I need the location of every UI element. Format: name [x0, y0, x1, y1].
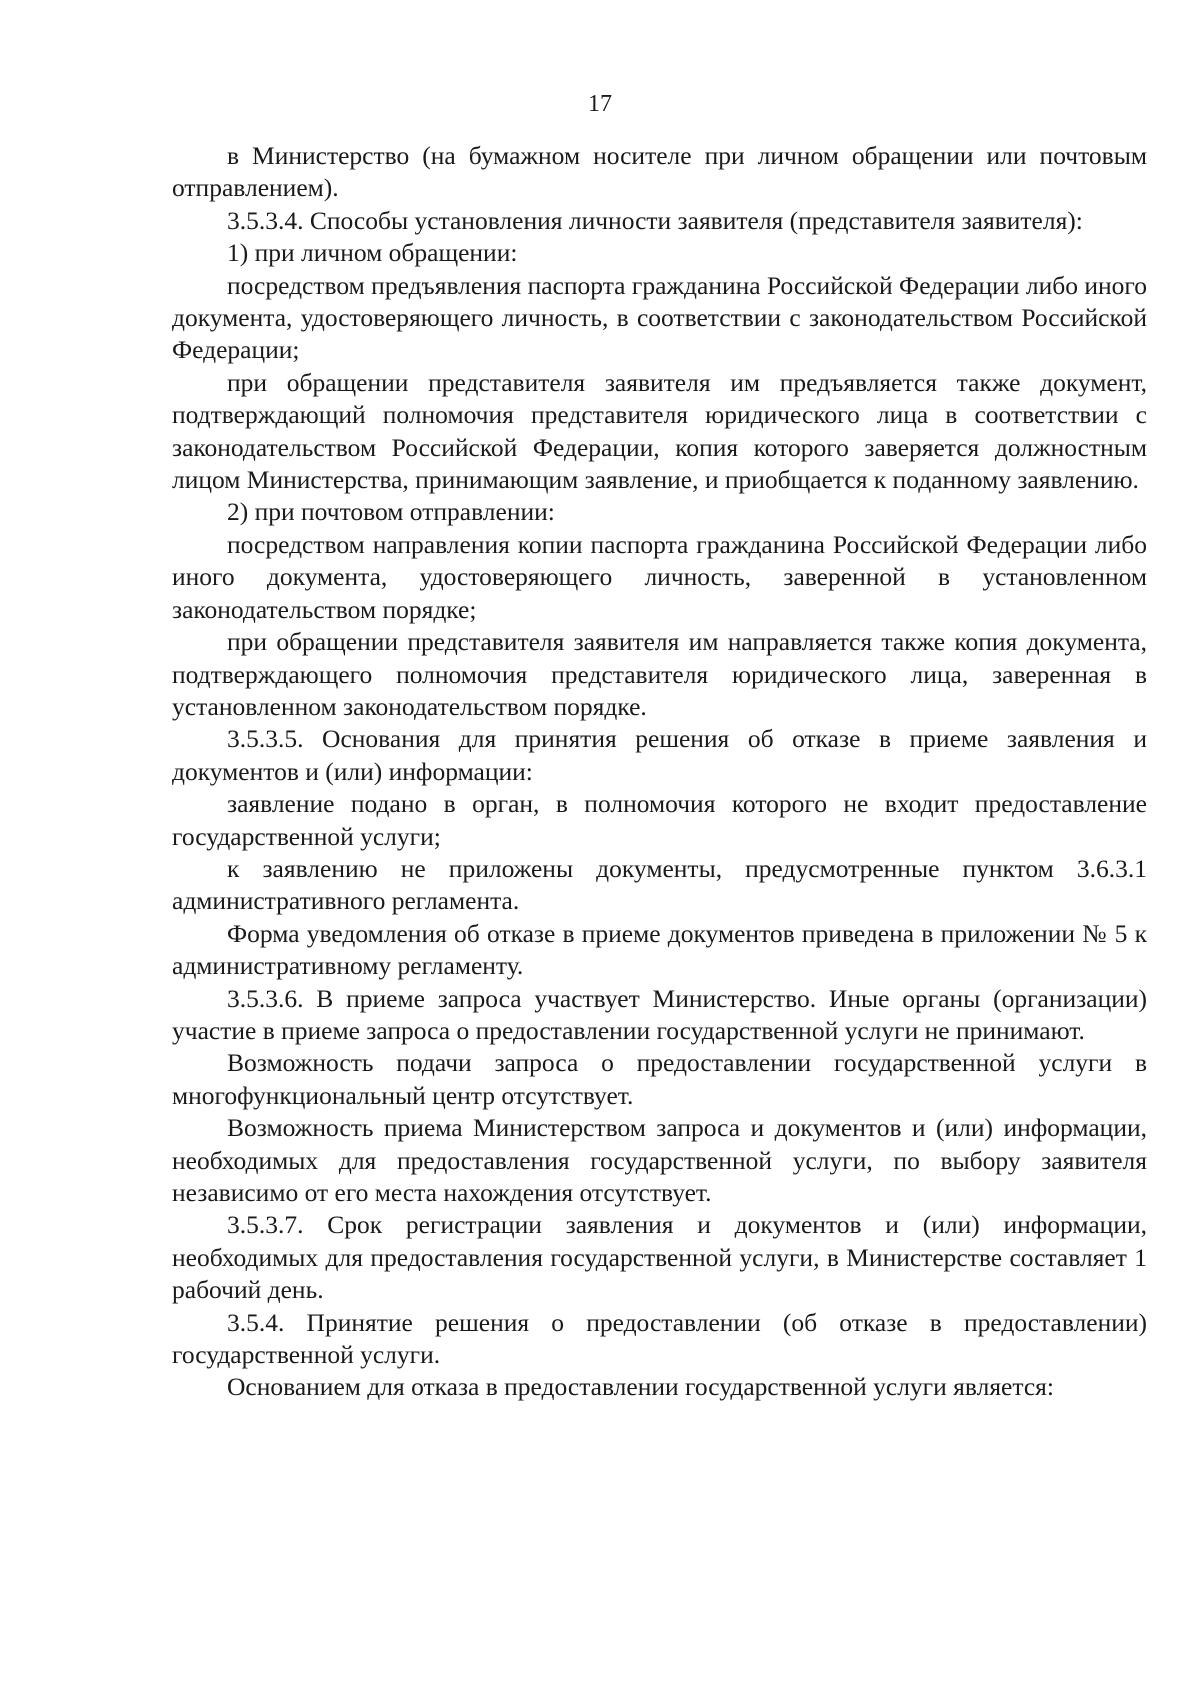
page-number: 17 [588, 91, 612, 117]
paragraph: 3.5.3.5. Основания для принятия решения об отказе в приеме заявления и документов и (или) информации: [172, 724, 1147, 786]
paragraph: 2) при почтовом отправлении: [227, 497, 555, 527]
paragraph: Форма уведомления об отказе в приеме документов приведена в приложении № 5 к административному регламенту. [172, 918, 1147, 981]
paragraph: Возможность подачи запроса о предоставлении государственной услуги в многофункциональный центр отсутствует. [172, 1048, 1147, 1110]
paragraph: 1) при личном обращении: [227, 238, 518, 268]
paragraph: 3.5.3.6. В приеме запроса участвует Министерство. Иные органы (организации) участие в приеме запроса о предоставлении государственной услуги не принимают. [172, 983, 1147, 1045]
document-body [172, 140, 1147, 1404]
paragraph: 3.5.3.4. Способы установления личности заявителя (представителя заявителя): [227, 205, 1083, 235]
paragraph: к заявлению не приложены документы, предусмотренные пунктом 3.6.3.1 административного регламента. [172, 853, 1147, 916]
paragraph: посредством предъявления паспорта гражданина Российской Федерации либо иного документа, удостоверяющего личность, в соответствии с законодательством Российской Федерации; [172, 270, 1147, 365]
paragraph: при обращении представителя заявителя им направляется также копия документа, подтверждающего полномочия представителя юридического лица, заверенная в установленном законодательством порядке. [172, 627, 1147, 721]
paragraph: при обращении представителя заявителя им предъявляется также документ, подтверждающий полномочия представителя юридического лица в соответствии с законодательством Российской Федерации, копия которого заверяется должностным лицом Министерства, принимающим заявление, и приобщается к поданному заявлению. [172, 367, 1147, 495]
paragraph: Возможность приема Министерством запроса и документов и (или) информации, необходимых для предоставления государственной услуги, по выбору заявителя независимо от его места нахождения отсутствует. [172, 1113, 1147, 1207]
paragraph: посредством направления копии паспорта гражданина Российской Федерации либо иного документа, удостоверяющего личность, заверенной в установленном законодательством порядке; [172, 529, 1147, 624]
paragraph: заявление подано в орган, в полномочия которого не входит предоставление государственной услуги; [172, 789, 1147, 851]
paragraph: 3.5.4. Принятие решения о предоставлении (об отказе в предоставлении) государственной услуги. [172, 1307, 1147, 1370]
paragraph: в Министерство (на бумажном носителе при личном обращении или почтовым отправлением). [172, 141, 1147, 203]
paragraph: 3.5.3.7. Срок регистрации заявления и документов и (или) информации, необходимых для предоставления государственной услуги, в Министерстве составляет 1 рабочий день. [172, 1210, 1147, 1305]
paragraph: Основанием для отказа в предоставлении государственной услуги является: [227, 1372, 1054, 1402]
